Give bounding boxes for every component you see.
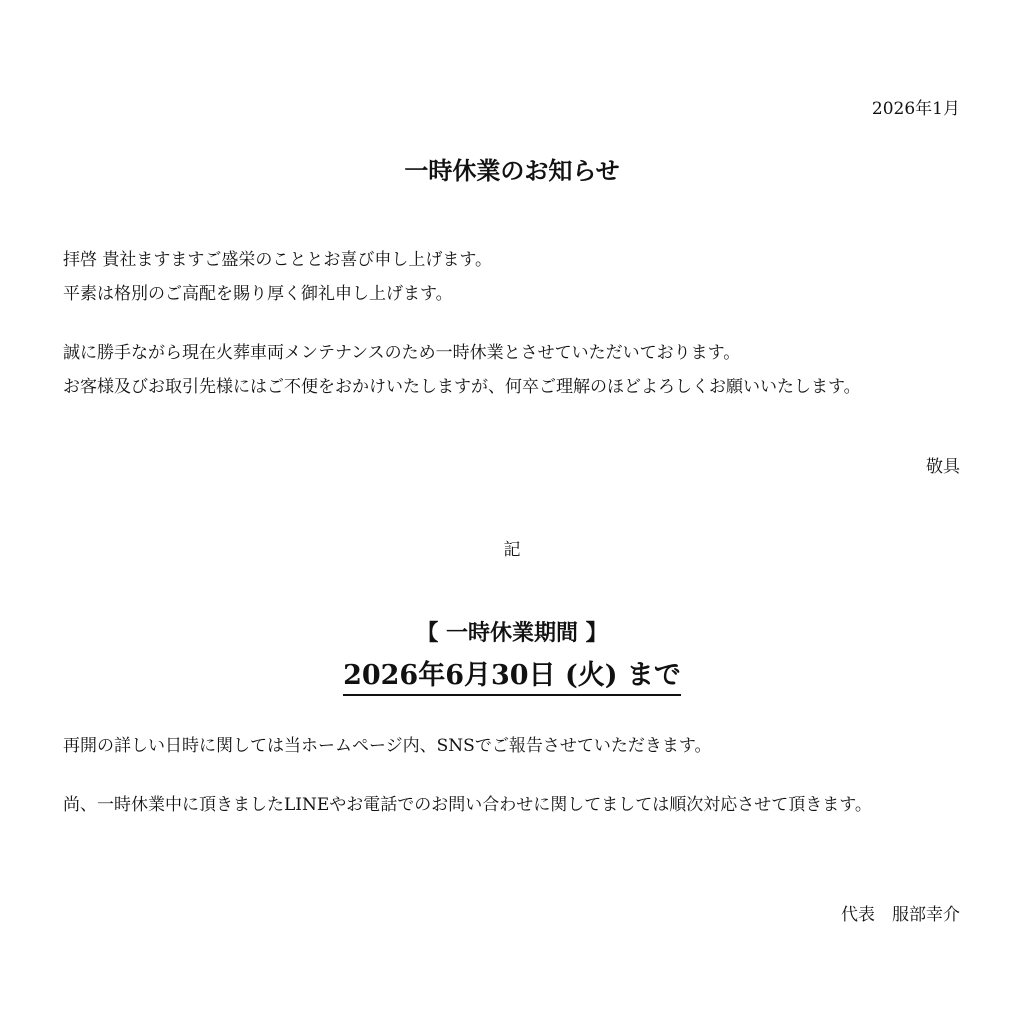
period-heading: 【 一時休業期間 】 bbox=[416, 620, 608, 646]
period-date: 2026年6月30日 (火) まで bbox=[343, 659, 681, 696]
body-line: お客様及びお取引先様にはご不便をおかけいたしますが、何卒ご理解のほどよろしくお願いいたします。 bbox=[63, 377, 861, 397]
period-date-container bbox=[0, 659, 1024, 696]
body-paragraph bbox=[63, 336, 963, 404]
ki-marker: 記 bbox=[503, 540, 521, 560]
reopen-note-text: 再開の詳しい日時に関しては当ホームページ内、SNSでご報告させていただきます。 bbox=[63, 736, 712, 756]
greeting-line: 拝啓 貴社ますますご盛栄のこととお喜び申し上げます。 bbox=[63, 250, 493, 270]
signature: 代表 服部幸介 bbox=[841, 905, 960, 925]
closing-word: 敬具 bbox=[926, 457, 960, 477]
greeting-paragraph bbox=[63, 243, 963, 311]
inquiry-note-text: 尚、一時休業中に頂きましたLINEやお電話でのお問い合わせに関してましては順次対応させて頂きます。 bbox=[63, 795, 872, 815]
notice-title: 一時休業のお知らせ bbox=[404, 156, 620, 185]
inquiry-note bbox=[63, 788, 963, 822]
reopen-note bbox=[63, 729, 963, 763]
body-line: 誠に勝手ながら現在火葬車両メンテナンスのため一時休業とさせていただいております。 bbox=[63, 343, 741, 363]
greeting-line: 平素は格別のご高配を賜り厚く御礼申し上げます。 bbox=[63, 284, 453, 304]
notice-date: 2026年1月 bbox=[871, 99, 960, 119]
